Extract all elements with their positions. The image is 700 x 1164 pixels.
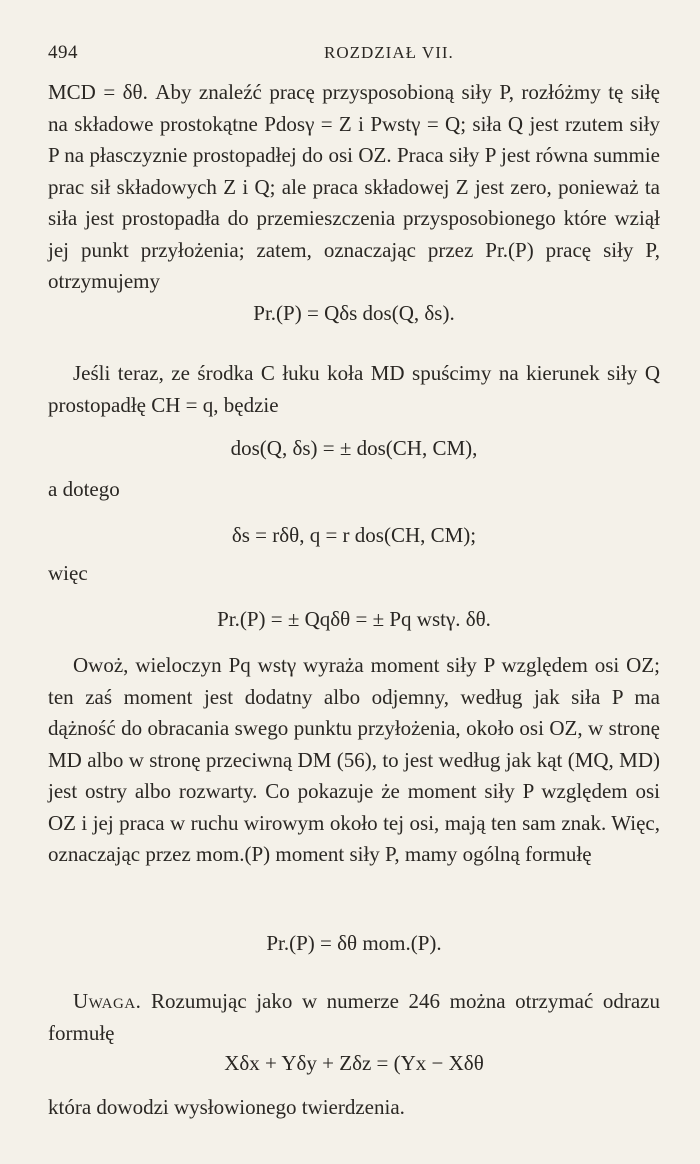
remark-text: Rozumując jako w numerze 246 można otrzymać odrazu formułę xyxy=(48,989,660,1045)
paragraph-2: Jeśli teraz, ze środka C łuku koła MD spuścimy na kierunek siły Q prostopadłę CH = q, będzie xyxy=(48,361,660,417)
paragraph-1: MCD = δθ. Aby znaleźć pracę przysposobioną siły P, rozłóżmy tę siłę na składowe prostokątne Pdosγ = Z i Pwstγ = Q; siła Q jest rzutem siły P na płasczyznie prostopadłej do osi OZ. Praca siły P jest równa summie prac sił składowych Z i Q; ale praca składowej Z jest zero, ponieważ ta siła jest prostopadła do przemieszczenia przysposobionego które wziął jej punkt przyłożenia; zatem, oznaczając przez Pr.(P) pracę siły P, otrzymujemy xyxy=(48,80,660,293)
equation-general-formula: Pr.(P) = δθ mom.(P). xyxy=(266,931,442,955)
equation-virtual-work: Xδx + Yδy + Zδz = (Yx − Xδθ xyxy=(224,1051,484,1075)
equation-work-moment: Pr.(P) = ± Qqδθ = ± Pq wstγ. δθ. xyxy=(217,607,491,631)
equation-ds-q: δs = rδθ, q = r dos(CH, CM); xyxy=(231,523,477,547)
equation-dos-relation: dos(Q, δs) = ± dos(CH, CM), xyxy=(230,436,478,460)
running-head: ROZDZIAŁ VII. xyxy=(324,43,454,62)
page-header xyxy=(48,42,658,64)
page-number: 494 xyxy=(48,42,78,63)
label-a-dotego: a dotego xyxy=(48,477,120,501)
label-wiec: więc xyxy=(48,561,88,585)
paragraph-5: która dowodzi wysłowionego twierdzenia. xyxy=(48,1095,405,1119)
paragraph-3: Owoż, wieloczyn Pq wstγ wyraża moment siły P względem osi OZ; ten zaś moment jest dodatny albo odjemny, według jak siła P ma dążność do obracania swego punktu przyłożenia, około osi OZ, w stronę MD albo w stronę przeciwną DM (56), to jest według jak kąt (MQ, MD) jest ostry albo rozwarty. Co pokazuje że moment siły P względem osi OZ i jej praca w ruchu wirowym około tej osi, mają ten sam znak. Więc, oznaczając przez mom.(P) moment siły P, mamy ogólną formułę xyxy=(48,653,660,866)
equation-work-force: Pr.(P) = Qδs dos(Q, δs). xyxy=(253,301,455,325)
remark-lead: Uwaga. xyxy=(73,989,142,1013)
paragraph-remark xyxy=(48,986,660,1049)
